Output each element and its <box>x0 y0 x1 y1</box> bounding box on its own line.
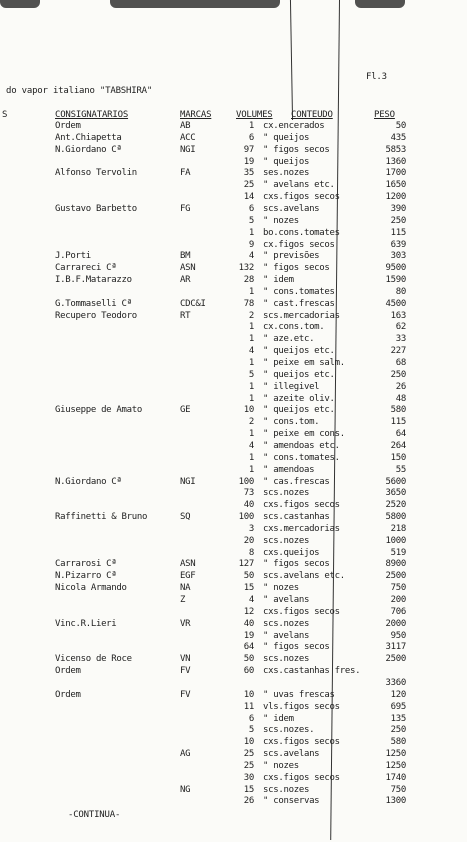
table-row <box>0 737 467 747</box>
table-row <box>0 405 467 415</box>
mark-cell: GE <box>180 405 191 416</box>
scan-smudge <box>110 0 280 8</box>
weight-cell: 1200 <box>385 192 406 203</box>
table-row <box>0 607 467 617</box>
volume-cell: 1 <box>248 121 254 131</box>
consignee-cell: Gustavo Barbetto <box>55 203 137 214</box>
margin-mark: S <box>2 110 8 120</box>
volume-cell: 3 <box>248 523 254 534</box>
volume-cell: 1 <box>248 381 254 392</box>
table-row <box>0 571 467 581</box>
table-row <box>0 358 467 368</box>
table-row <box>0 145 467 155</box>
weight-cell: 1250 <box>385 749 406 760</box>
weight-cell: 26 <box>395 381 406 392</box>
weight-cell: 218 <box>390 523 406 534</box>
weight-cell: 1300 <box>385 796 406 807</box>
volume-cell: 10 <box>243 737 254 748</box>
mark-cell: ASN <box>180 559 196 570</box>
volume-cell: 1 <box>248 334 254 345</box>
weight-cell: 5853 <box>385 144 406 155</box>
volume-cell: 19 <box>243 156 254 167</box>
table-row <box>0 299 467 309</box>
page-label: Fl.3 <box>366 72 387 82</box>
volume-cell: 20 <box>243 535 254 546</box>
weight-cell: 435 <box>390 132 406 143</box>
col-header-conteudo: CONTEUDO <box>291 110 333 120</box>
volume-cell: 1 <box>248 452 254 463</box>
table-row <box>0 216 467 226</box>
volume-cell: 25 <box>243 749 254 760</box>
table-row <box>0 631 467 641</box>
weight-cell: 580 <box>390 737 406 748</box>
content-cell: " uvas frescas <box>263 689 335 700</box>
weight-cell: 163 <box>390 310 406 321</box>
content-cell: " amendoas <box>263 464 315 475</box>
table-row <box>0 157 467 167</box>
content-cell: cxs.queijos <box>263 547 320 558</box>
weight-cell: 200 <box>390 595 406 605</box>
table-row <box>0 619 467 629</box>
table-row <box>0 536 467 546</box>
content-cell: " queijos etc. <box>263 369 335 380</box>
weight-cell: 750 <box>390 583 406 594</box>
volume-cell: 26 <box>243 796 254 807</box>
table-row <box>0 714 467 724</box>
table-row <box>0 370 467 380</box>
weight-cell: 390 <box>390 203 406 214</box>
mark-cell: FA <box>180 168 191 179</box>
volume-cell: 30 <box>243 772 254 783</box>
content-cell: " aze.etc. <box>263 334 315 345</box>
mark-cell: NGI <box>180 476 196 487</box>
content-cell: " avelans etc. <box>263 180 335 191</box>
content-cell: " figos secos <box>263 144 330 155</box>
weight-cell: 580 <box>390 405 406 416</box>
table-row <box>0 204 467 214</box>
content-cell: " cons.tomates <box>263 286 335 297</box>
consignee-cell: N.Pizarro Cª <box>55 571 117 582</box>
weight-cell: 150 <box>390 452 406 463</box>
consignee-cell: Ant.Chiapetta <box>55 132 122 143</box>
consignee-cell: Raffinetti & Bruno <box>55 512 148 523</box>
content-cell: " peixe em cons. <box>263 429 345 440</box>
content-cell: scs.avelans <box>263 749 320 760</box>
volume-cell: 1 <box>248 429 254 440</box>
table-row <box>0 773 467 783</box>
volume-cell: 73 <box>243 488 254 499</box>
table-row <box>0 121 467 131</box>
weight-cell: 950 <box>390 630 406 641</box>
content-cell: scs.nozes <box>263 535 310 546</box>
content-cell: " peixe em salm. <box>263 358 345 368</box>
table-row <box>0 666 467 676</box>
content-cell: cx.cons.tom. <box>263 322 325 333</box>
volume-cell: 97 <box>243 144 254 155</box>
mark-cell: AB <box>180 121 191 131</box>
weight-cell: 519 <box>390 547 406 558</box>
weight-cell: 695 <box>390 701 406 712</box>
table-row <box>0 524 467 534</box>
consignee-cell: I.B.F.Matarazzo <box>55 275 132 286</box>
volume-cell: 5 <box>248 369 254 380</box>
weight-cell: 3650 <box>385 488 406 499</box>
weight-cell: 227 <box>390 346 406 357</box>
table-row <box>0 595 467 605</box>
mark-cell: AG <box>180 749 191 760</box>
weight-cell: 706 <box>390 606 406 617</box>
consignee-cell: Giuseppe de Amato <box>55 405 143 416</box>
content-cell: " amendoas etc. <box>263 440 340 451</box>
consignee-cell: Vicenso de Roce <box>55 654 132 665</box>
consignee-cell: Alfonso Tervolin <box>55 168 137 179</box>
content-cell: cxs.figos secos <box>263 606 340 617</box>
volume-cell: 1 <box>248 322 254 333</box>
weight-cell: 64 <box>395 429 406 440</box>
col-header-volumes: VOLUMES <box>236 110 273 120</box>
weight-cell: 33 <box>395 334 406 345</box>
weight-cell: 2520 <box>385 500 406 511</box>
weight-cell: 2000 <box>385 618 406 629</box>
table-row <box>0 429 467 439</box>
mark-cell: NG <box>180 784 191 795</box>
mark-cell: RT <box>180 310 191 321</box>
weight-cell: 4500 <box>385 298 406 309</box>
content-cell: scs.nozes <box>263 654 310 665</box>
weight-cell: 1000 <box>385 535 406 546</box>
weight-cell: 639 <box>390 239 406 250</box>
content-cell: bo.cons.tomates <box>263 227 340 238</box>
table-row <box>0 654 467 664</box>
volume-cell: 14 <box>243 192 254 203</box>
weight-cell: 120 <box>390 689 406 700</box>
content-cell: cxs.figos secos <box>263 737 340 748</box>
volume-cell: 15 <box>243 784 254 795</box>
table-row <box>0 453 467 463</box>
table-row <box>0 785 467 795</box>
volume-cell: 40 <box>243 618 254 629</box>
content-cell: " nozes <box>263 215 299 226</box>
content-cell: scs.avelans <box>263 203 320 214</box>
table-row <box>0 263 467 273</box>
volume-cell: 4 <box>248 595 254 605</box>
content-cell: " avelans <box>263 595 310 605</box>
volume-cell: 4 <box>248 251 254 262</box>
content-cell: " cons.tom. <box>263 417 320 428</box>
volume-cell: 2 <box>248 417 254 428</box>
weight-cell: 250 <box>390 369 406 380</box>
content-cell: scs.nozes <box>263 488 310 499</box>
weight-cell: 303 <box>390 251 406 262</box>
volume-cell: 60 <box>243 666 254 677</box>
table-row <box>0 382 467 392</box>
volume-cell: 5 <box>248 725 254 736</box>
content-cell: " queijos <box>263 132 310 143</box>
content-cell: scs.avelans etc. <box>263 571 345 582</box>
table-row <box>0 477 467 487</box>
volume-cell: 19 <box>243 630 254 641</box>
mark-cell: NA <box>180 583 191 594</box>
consignee-cell: Recupero Teodoro <box>55 310 137 321</box>
table-row <box>0 287 467 297</box>
mark-cell: VR <box>180 618 191 629</box>
continua-label: -CONTINUA- <box>68 810 121 820</box>
content-cell: " queijos etc. <box>263 346 335 357</box>
table-row <box>0 228 467 238</box>
mark-cell: Z <box>180 595 186 605</box>
mark-cell: CDC&I <box>180 298 206 309</box>
col-header-consignatarios: CONSIGNATARIOS <box>55 110 129 120</box>
table-row <box>0 702 467 712</box>
volume-cell: 100 <box>238 476 254 487</box>
content-cell: " figos secos <box>263 559 330 570</box>
mark-cell: FV <box>180 689 191 700</box>
mark-cell: SQ <box>180 512 191 523</box>
table-row <box>0 690 467 700</box>
volume-cell: 25 <box>243 760 254 771</box>
volume-cell: 12 <box>243 606 254 617</box>
weight-cell: 3360 <box>385 677 406 688</box>
content-cell: " idem <box>263 713 294 724</box>
col-header-marcas: MARCAS <box>180 110 212 120</box>
table-row <box>0 761 467 771</box>
content-cell: cxs.mercadorias <box>263 523 340 534</box>
consignee-cell: Carrareci Cª <box>55 263 117 274</box>
content-cell: cxs.figos secos <box>263 772 340 783</box>
weight-cell: 55 <box>395 464 406 475</box>
vessel-line: do vapor italiano "TABSHIRA" <box>6 86 153 96</box>
weight-cell: 115 <box>390 227 406 238</box>
volume-cell: 10 <box>243 405 254 416</box>
volume-cell: 11 <box>243 701 254 712</box>
weight-cell: 264 <box>390 440 406 451</box>
volume-cell: 64 <box>243 642 254 653</box>
weight-cell: 1650 <box>385 180 406 191</box>
content-cell: " nozes <box>263 760 299 771</box>
weight-cell: 135 <box>390 713 406 724</box>
table-row <box>0 725 467 735</box>
volume-cell: 28 <box>243 275 254 286</box>
weight-cell: 1740 <box>385 772 406 783</box>
content-cell: cx.figos secos <box>263 239 335 250</box>
table-row <box>0 583 467 593</box>
weight-cell: 1700 <box>385 168 406 179</box>
weight-cell: 250 <box>390 215 406 226</box>
content-cell: cxs.figos secos <box>263 500 340 511</box>
consignee-cell: N.Giordano Cª <box>55 144 122 155</box>
content-cell: " nozes <box>263 583 299 594</box>
content-cell: scs.nozes <box>263 784 310 795</box>
mark-cell: VN <box>180 654 191 665</box>
content-cell: scs.castanhas <box>263 512 330 523</box>
consignee-cell: G.Tommaselli Cª <box>55 298 132 309</box>
consignee-cell: Ordem <box>55 666 81 677</box>
consignee-cell: Vinc.R.Lieri <box>55 618 117 629</box>
table-row <box>0 240 467 250</box>
volume-cell: 4 <box>248 440 254 451</box>
table-row <box>0 251 467 261</box>
consignee-cell: N.Giordano Cª <box>55 476 122 487</box>
mark-cell: FV <box>180 666 191 677</box>
weight-cell: 8900 <box>385 559 406 570</box>
content-cell: " cast.frescas <box>263 298 335 309</box>
consignee-cell: Carrarosi Cª <box>55 559 117 570</box>
table-row <box>0 346 467 356</box>
table-row <box>0 488 467 498</box>
consignee-cell: Nicola Armando <box>55 583 127 594</box>
weight-cell: 250 <box>390 725 406 736</box>
content-cell: " cas.frescas <box>263 476 330 487</box>
mark-cell: EGF <box>180 571 196 582</box>
table-row <box>0 133 467 143</box>
table-row <box>0 417 467 427</box>
content-cell: " queijos etc. <box>263 405 335 416</box>
table-row <box>0 500 467 510</box>
table-row <box>0 512 467 522</box>
table-row <box>0 642 467 652</box>
weight-cell: 9500 <box>385 263 406 274</box>
weight-cell: 5600 <box>385 476 406 487</box>
table-row <box>0 180 467 190</box>
volume-cell: 6 <box>248 203 254 214</box>
content-cell: cx.encerados <box>263 121 325 131</box>
volume-cell: 78 <box>243 298 254 309</box>
weight-cell: 50 <box>395 121 406 131</box>
volume-cell: 8 <box>248 547 254 558</box>
scan-smudge <box>355 0 405 8</box>
volume-cell: 100 <box>238 512 254 523</box>
table-row <box>0 796 467 806</box>
scan-line <box>290 0 293 120</box>
weight-cell: 750 <box>390 784 406 795</box>
weight-cell: 1590 <box>385 275 406 286</box>
weight-cell: 2500 <box>385 654 406 665</box>
mark-cell: NGI <box>180 144 196 155</box>
volume-cell: 50 <box>243 571 254 582</box>
content-cell: " figos secos <box>263 642 330 653</box>
content-cell: " conservas <box>263 796 320 807</box>
table-row <box>0 465 467 475</box>
mark-cell: BM <box>180 251 191 262</box>
volume-cell: 9 <box>248 239 254 250</box>
volume-cell: 15 <box>243 583 254 594</box>
mark-cell: AR <box>180 275 191 286</box>
scan-smudge <box>0 0 40 8</box>
weight-cell: 1250 <box>385 760 406 771</box>
content-cell: " figos secos <box>263 263 330 274</box>
content-cell: " cons.tomates. <box>263 452 340 463</box>
volume-cell: 1 <box>248 286 254 297</box>
table-row <box>0 559 467 569</box>
content-cell: cxs.castanhas fres. <box>263 666 361 677</box>
weight-cell: 68 <box>395 358 406 368</box>
volume-cell: 40 <box>243 500 254 511</box>
volume-cell: 1 <box>248 358 254 368</box>
volume-cell: 132 <box>238 263 254 274</box>
content-cell: " queijos <box>263 156 310 167</box>
table-row <box>0 168 467 178</box>
content-cell: " previsões <box>263 251 320 262</box>
consignee-cell: J.Porti <box>55 251 91 262</box>
content-cell: " idem <box>263 275 294 286</box>
weight-cell: 2500 <box>385 571 406 582</box>
content-cell: cxs.figos secos <box>263 192 340 203</box>
table-row <box>0 275 467 285</box>
content-cell: scs.mercadorias <box>263 310 340 321</box>
volume-cell: 127 <box>238 559 254 570</box>
weight-cell: 48 <box>395 393 406 404</box>
content-cell: " illegivel <box>263 381 320 392</box>
weight-cell: 115 <box>390 417 406 428</box>
volume-cell: 1 <box>248 464 254 475</box>
volume-cell: 6 <box>248 132 254 143</box>
volume-cell: 2 <box>248 310 254 321</box>
mark-cell: ASN <box>180 263 196 274</box>
table-row <box>0 548 467 558</box>
mark-cell: FG <box>180 203 191 214</box>
volume-cell: 5 <box>248 215 254 226</box>
volume-cell: 1 <box>248 227 254 238</box>
content-cell: " azeite oliv. <box>263 393 335 404</box>
volume-cell: 50 <box>243 654 254 665</box>
table-row <box>0 394 467 404</box>
table-row <box>0 749 467 759</box>
table-row <box>0 322 467 332</box>
table-row <box>0 334 467 344</box>
volume-cell: 4 <box>248 346 254 357</box>
consignee-cell: Ordem <box>55 689 81 700</box>
content-cell: " avelans <box>263 630 310 641</box>
volume-cell: 25 <box>243 180 254 191</box>
content-cell: vls.figos secos <box>263 701 340 712</box>
table-row <box>0 311 467 321</box>
volume-cell: 10 <box>243 689 254 700</box>
volume-cell: 35 <box>243 168 254 179</box>
col-header-peso: PESO <box>374 110 395 120</box>
volume-cell: 1 <box>248 393 254 404</box>
consignee-cell: Ordem <box>55 121 81 131</box>
weight-cell: 5800 <box>385 512 406 523</box>
content-cell: scs.nozes <box>263 618 310 629</box>
volume-cell: 6 <box>248 713 254 724</box>
content-cell: ses.nozes <box>263 168 310 179</box>
weight-cell: 80 <box>395 286 406 297</box>
content-cell: scs.nozes. <box>263 725 315 736</box>
weight-cell: 62 <box>395 322 406 333</box>
mark-cell: ACC <box>180 132 196 143</box>
table-row <box>0 192 467 202</box>
weight-cell: 1360 <box>385 156 406 167</box>
weight-cell: 3117 <box>385 642 406 653</box>
table-row <box>0 441 467 451</box>
table-row <box>0 678 467 688</box>
